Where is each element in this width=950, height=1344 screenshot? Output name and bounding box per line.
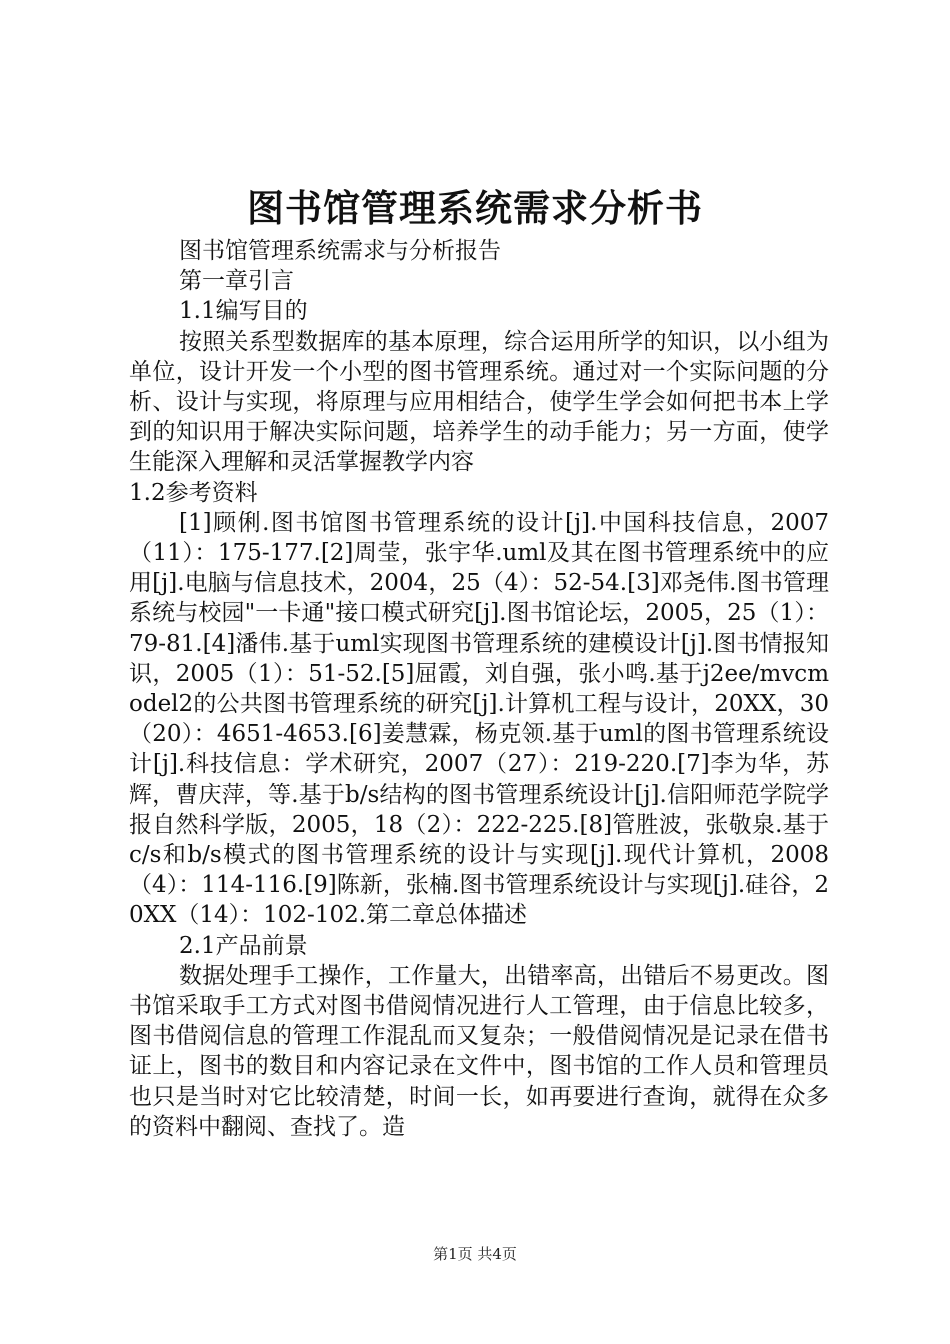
purpose-paragraph: 按照关系型数据库的基本原理，综合运用所学的知识，以小组为单位，设计开发一个小型的图书管理系统。通过对一个实际问题的分析、设计与实现，将原理与应用相结合，使学生学会如何把书本上学到的知识用于解决实际问题，培养学生的动手能力；另一方面，使学生能深入理解和灵活掌握教学内容 (129, 328, 829, 476)
document-title: 图书馆管理系统需求分析书 (247, 186, 703, 230)
section-heading-1-1: 1.1编写目的 (179, 298, 308, 325)
chapter-heading-1: 第一章引言 (179, 268, 294, 295)
background-paragraph: 数据处理手工操作，工作量大，出错率高，出错后不易更改。图书馆采取手工方式对图书借阅情况进行人工管理，由于信息比较多，图书借阅信息的管理工作混乱而又复杂；一般借阅情况是记录在借书证上，图书的数目和内容记录在文件中，图书馆的工作人员和管理员也只是当时对它比较清楚，时间一长，如再要进行查询，就得在众多的资料中翻阅、查找了。造 (129, 962, 829, 1140)
page-footer: 第1页 共4页 (433, 1245, 517, 1263)
references-paragraph: [1]顾俐.图书馆图书管理系统的设计[j].中国科技信息，2007（11）：175-177.[2]周莹，张宇华.uml及其在图书管理系统中的应用[j].电脑与信息技术，2004，25（4）：52-54.[3]邓尧伟.图书管理系统与校园"一卡通"接口模式研究[j].图书馆论坛，2005，25（1）：79-81.[4]潘伟.基于uml实现图书管理系统的建模设计[j].图书情报知识，2005（1）：51-52.[5]屈霞，刘自强，张小鸣.基于j2ee/mvcmodel2的公共图书管理系统的研究[j].计算机工程与设计，20XX，30（20）：4651-4653.[6]姜慧霖，杨克领.基于uml的图书管理系统设计[j].科技信息：学术研究，2007（27）：219-220.[7]李为华，苏辉，曹庆萍，等.基于b/s结构的图书管理系统设计[j].信阳师范学院学报自然科学版，2005，18（2）：222-225.[8]管胜波，张敬泉.基于c/s和b/s模式的图书管理系统的设计与实现[j].现代计算机，2008（4）：114-116.[9]陈新，张楠.图书管理系统设计与实现[j].硅谷，20XX（14）：102-102.第二章总体描述 (129, 509, 829, 929)
document-body (129, 236, 829, 1142)
section-heading-2-1: 2.1产品前景 (179, 932, 308, 959)
report-title: 图书馆管理系统需求与分析报告 (179, 238, 501, 264)
section-heading-1-2: 1.2参考资料 (129, 479, 258, 506)
